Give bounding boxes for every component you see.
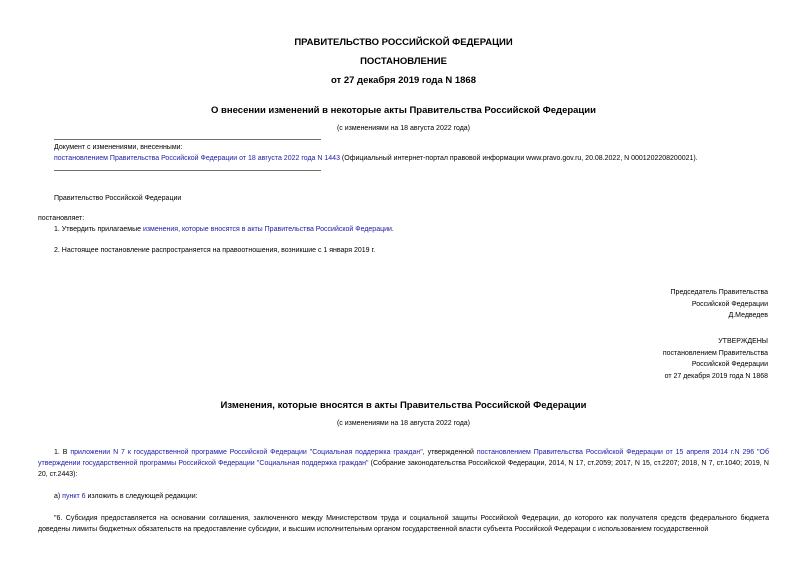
- changes-title: Изменения, которые вносятся в акты Правительства Российской Федерации: [220, 400, 587, 411]
- decides-text: постановляет:: [38, 215, 85, 222]
- clause-6-link[interactable]: пункт 6: [62, 493, 86, 500]
- approved-block: [663, 336, 768, 382]
- subparagraph-a: а) пункт 6 изложить в следующей редакции:: [54, 493, 198, 500]
- changes-box-line: [54, 153, 774, 164]
- item-2: 2. Настоящее постановление распространяется на правоотношения, возникшие с 1 января 2019 г.: [54, 247, 376, 254]
- revision-note: (с изменениями на 18 августа 2022 года): [336, 125, 471, 132]
- item-1: 1. Утвердить прилагаемые изменения, которые вносятся в акты Правительства Российской Федерации.: [54, 226, 394, 233]
- doc-type-heading: ПОСТАНОВЛЕНИЕ: [360, 56, 447, 67]
- signature-name: Д.Медведев: [728, 312, 768, 319]
- doc-date-number: от 27 декабря 2019 года N 1868: [330, 75, 476, 86]
- clause-6-text: "6. Субсидия предоставляется на основании соглашения, заключенного между Министерством труда и социальной защиты Российской Федерации, до которого как получателя средств федерального бюджета доведены лимиты бюджетных обязательств на предоставление субсидии, и высшим исполнительным органом государственной власти субъекта Российской Федерации с использованием государственной: [38, 515, 769, 533]
- approved-country: Российской Федерации: [691, 361, 768, 368]
- changes-box-intro: Документ с изменениями, внесенными:: [54, 144, 183, 151]
- signature-country: Российской Федерации: [691, 300, 768, 308]
- paragraph-1: 1. В приложении N 7 к государственной программе Российской Федерации "Социальная поддержка граждан", утвержденной постановлением Правительства Российской Федерации от 15 апреля 2014 г.N 296 "Об утверждении государственной программы Российской Федерации "Социальная поддержка граждан" (Собрание законодательства Российской Федерации, 2014, N 17, ст.2059; 2017, N 15, ст.2207; 2018, N 7, ст.1040; 2019, N 20, ст.2443):: [38, 449, 769, 478]
- amending-act-link[interactable]: постановлением Правительства Российской Федерации от 18 августа 2022 года N 1443: [54, 155, 340, 162]
- changes-box-bottom-rule: [54, 170, 321, 171]
- government-text: Правительство Российской Федерации: [54, 195, 182, 202]
- org-heading: ПРАВИТЕЛЬСТВО РОССИЙСКОЙ ФЕДЕРАЦИИ: [294, 37, 513, 48]
- changes-box-top-rule: [54, 139, 321, 140]
- approved-by: постановлением Правительства: [662, 349, 768, 357]
- changes-revision-note: (с изменениями на 18 августа 2022 года): [336, 420, 471, 427]
- publication-source: (Официальный интернет-портал правовой информации www.pravo.gov.ru, 20.08.2022, N 0001202208200021).: [339, 155, 698, 162]
- annex-7-link[interactable]: приложении N 7 к государственной программе Российской Федерации "Социальная поддержка граждан": [70, 449, 423, 456]
- changes-link[interactable]: изменения, которые вносятся в акты Правительства Российской Федерации: [142, 226, 392, 233]
- signature-block: [671, 287, 768, 322]
- approved-date: от 27 декабря 2019 года N 1868: [664, 372, 768, 380]
- approved-label: УТВЕРЖДЕНЫ: [718, 338, 768, 345]
- signature-position: Председатель Правительства: [670, 289, 768, 296]
- resolution-296-link[interactable]: постановлением Правительства Российской Федерации от 15 апреля 2014 г.N 296 "Об утверждении государственной программы Российской Федерации "Социальная поддержка граждан": [38, 449, 769, 467]
- doc-title: О внесении изменений в некоторые акты Правительства Российской Федерации: [211, 105, 596, 116]
